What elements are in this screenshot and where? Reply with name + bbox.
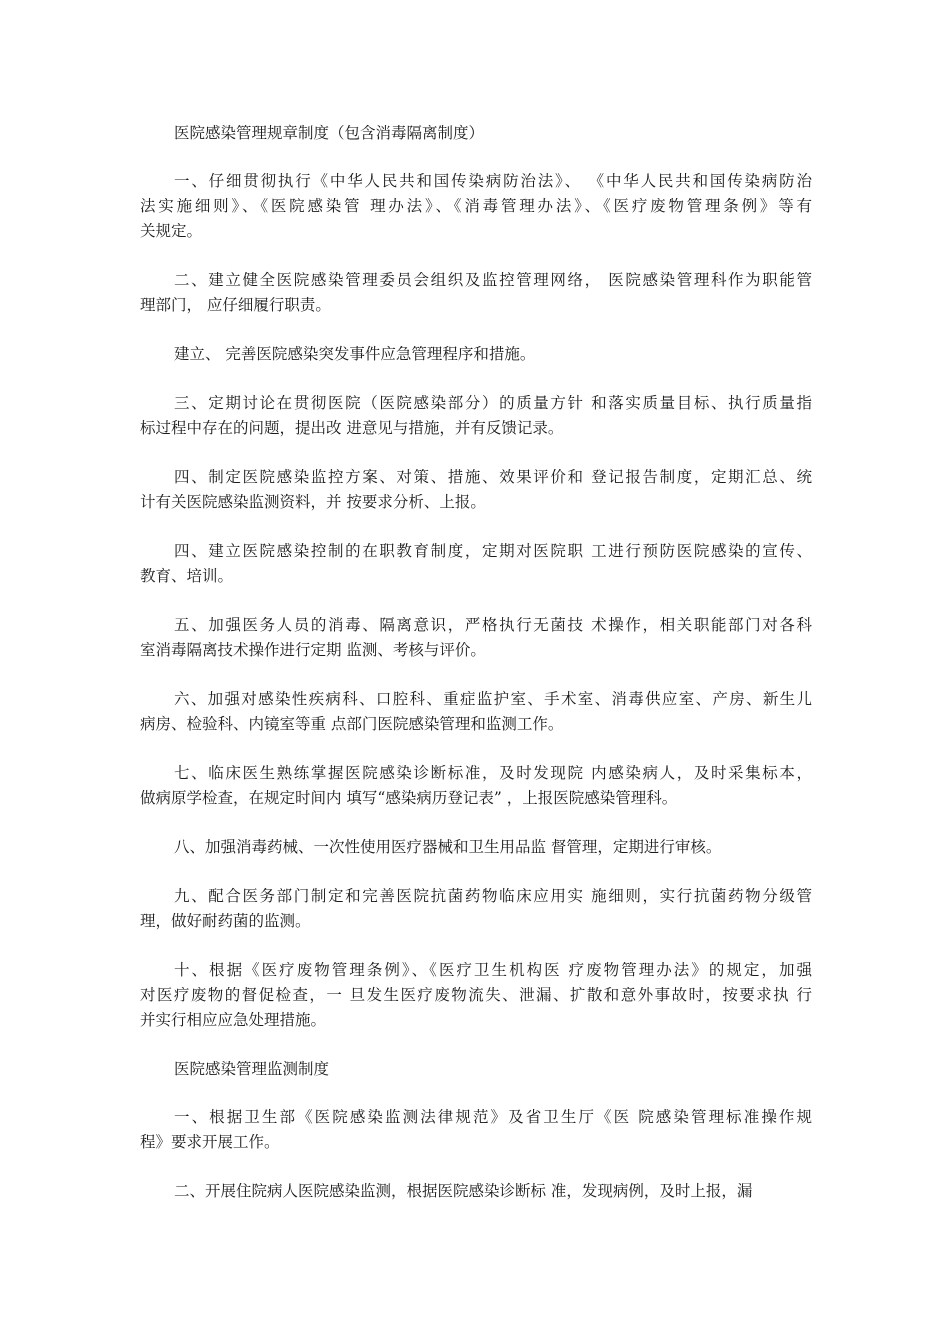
paragraph-line: 五、加强医务人员的消毒、隔离意识，严格执行无菌技 术操作，相关职能部门对各科	[174, 616, 812, 634]
paragraph	[140, 1179, 812, 1204]
paragraph-line: 并实行相应应急处理措施。	[140, 1011, 327, 1029]
section-monitoring	[140, 1105, 812, 1204]
paragraph-line: 十、根据《医疗废物管理条例》、《医疗卫生机构医 疗废物管理办法》的规定，加强	[174, 961, 812, 979]
paragraph-line: 关规定。	[140, 222, 203, 240]
paragraph-line: 理部门， 应仔细履行职责。	[140, 296, 331, 314]
paragraph-line: 病房、检验科、内镜室等重 点部门医院感染管理和监测工作。	[140, 715, 564, 733]
document-page	[140, 121, 812, 1228]
paragraph	[140, 835, 812, 860]
paragraph-line: 室消毒隔离技术操作进行定期 监测、考核与评价。	[140, 641, 486, 659]
paragraph-line: 九、配合医务部门制定和完善医院抗菌药物临床应用实 施细则，实行抗菌药物分级管	[174, 887, 812, 905]
paragraph	[140, 761, 812, 811]
paragraph-line: 四、建立医院感染控制的在职教育制度，定期对医院职 工进行预防医院感染的宣传、	[174, 542, 812, 560]
document-title: 医院感染管理规章制度（包含消毒隔离制度）	[174, 124, 485, 142]
paragraph-line: 二、开展住院病人医院感染监测，根据医院感染诊断标 准，发现病例，及时上报，漏	[174, 1182, 753, 1200]
paragraph-line: 八、加强消毒药械、一次性使用医疗器械和卫生用品监 督管理，定期进行审核。	[174, 838, 722, 856]
paragraph	[140, 268, 812, 318]
paragraph	[140, 391, 812, 441]
paragraph-line: 建立、 完善医院感染突发事件应急管理程序和措施。	[174, 345, 536, 363]
paragraph	[140, 465, 812, 515]
section-title-monitoring: 医院感染管理监测制度	[174, 1060, 330, 1078]
paragraph	[140, 958, 812, 1033]
paragraph	[140, 539, 812, 589]
paragraph-line: 标过程中存在的问题，提出改 进意见与措施，并有反馈记录。	[140, 419, 564, 437]
paragraph-line: 程》要求开展工作。	[140, 1133, 280, 1151]
paragraph	[140, 342, 812, 367]
paragraph-line: 计有关医院感染监测资料，并 按要求分析、上报。	[140, 493, 486, 511]
paragraph	[140, 613, 812, 663]
paragraph-line: 六、加强对感染性疾病科、口腔科、重症监护室、手术室、消毒供应室、产房、新生儿	[174, 690, 812, 708]
paragraph-line: 法实施细则》、《医院感染管 理办法》、《消毒管理办法》、《医疗废物管理条例》等有	[140, 197, 812, 215]
paragraph	[140, 687, 812, 737]
paragraph	[140, 884, 812, 934]
paragraph-line: 理，做好耐药菌的监测。	[140, 912, 311, 930]
paragraph	[140, 169, 812, 244]
paragraph-line: 一、根据卫生部《医院感染监测法律规范》及省卫生厅《医 院感染管理标准操作规	[174, 1108, 812, 1126]
paragraph	[140, 1105, 812, 1155]
paragraph-line: 三、定期讨论在贯彻医院（医院感染部分）的质量方针 和落实质量目标、执行质量指	[174, 394, 812, 412]
paragraph-line: 做病原学检查，在规定时间内 填写“感染病历登记表” ，上报医院感染管理科。	[140, 789, 678, 807]
paragraph-line: 一、仔细贯彻执行《中华人民共和国传染病防治法》、 《中华人民共和国传染病防治	[174, 172, 812, 190]
paragraph-line: 四、制定医院感染监控方案、对策、措施、效果评价和 登记报告制度，定期汇总、统	[174, 468, 812, 486]
paragraph-line: 二、建立健全医院感染管理委员会组织及监控管理网络， 医院感染管理科作为职能管	[174, 271, 812, 289]
paragraph-line: 对医疗废物的督促检查，一 旦发生医疗废物流失、泄漏、扩散和意外事故时，按要求执 行	[140, 986, 812, 1004]
section-rules	[140, 169, 812, 1033]
paragraph-line: 七、临床医生熟练掌握医院感染诊断标准，及时发现院 内感染病人，及时采集标本，	[174, 764, 812, 782]
paragraph-line: 教育、培训。	[140, 567, 234, 585]
